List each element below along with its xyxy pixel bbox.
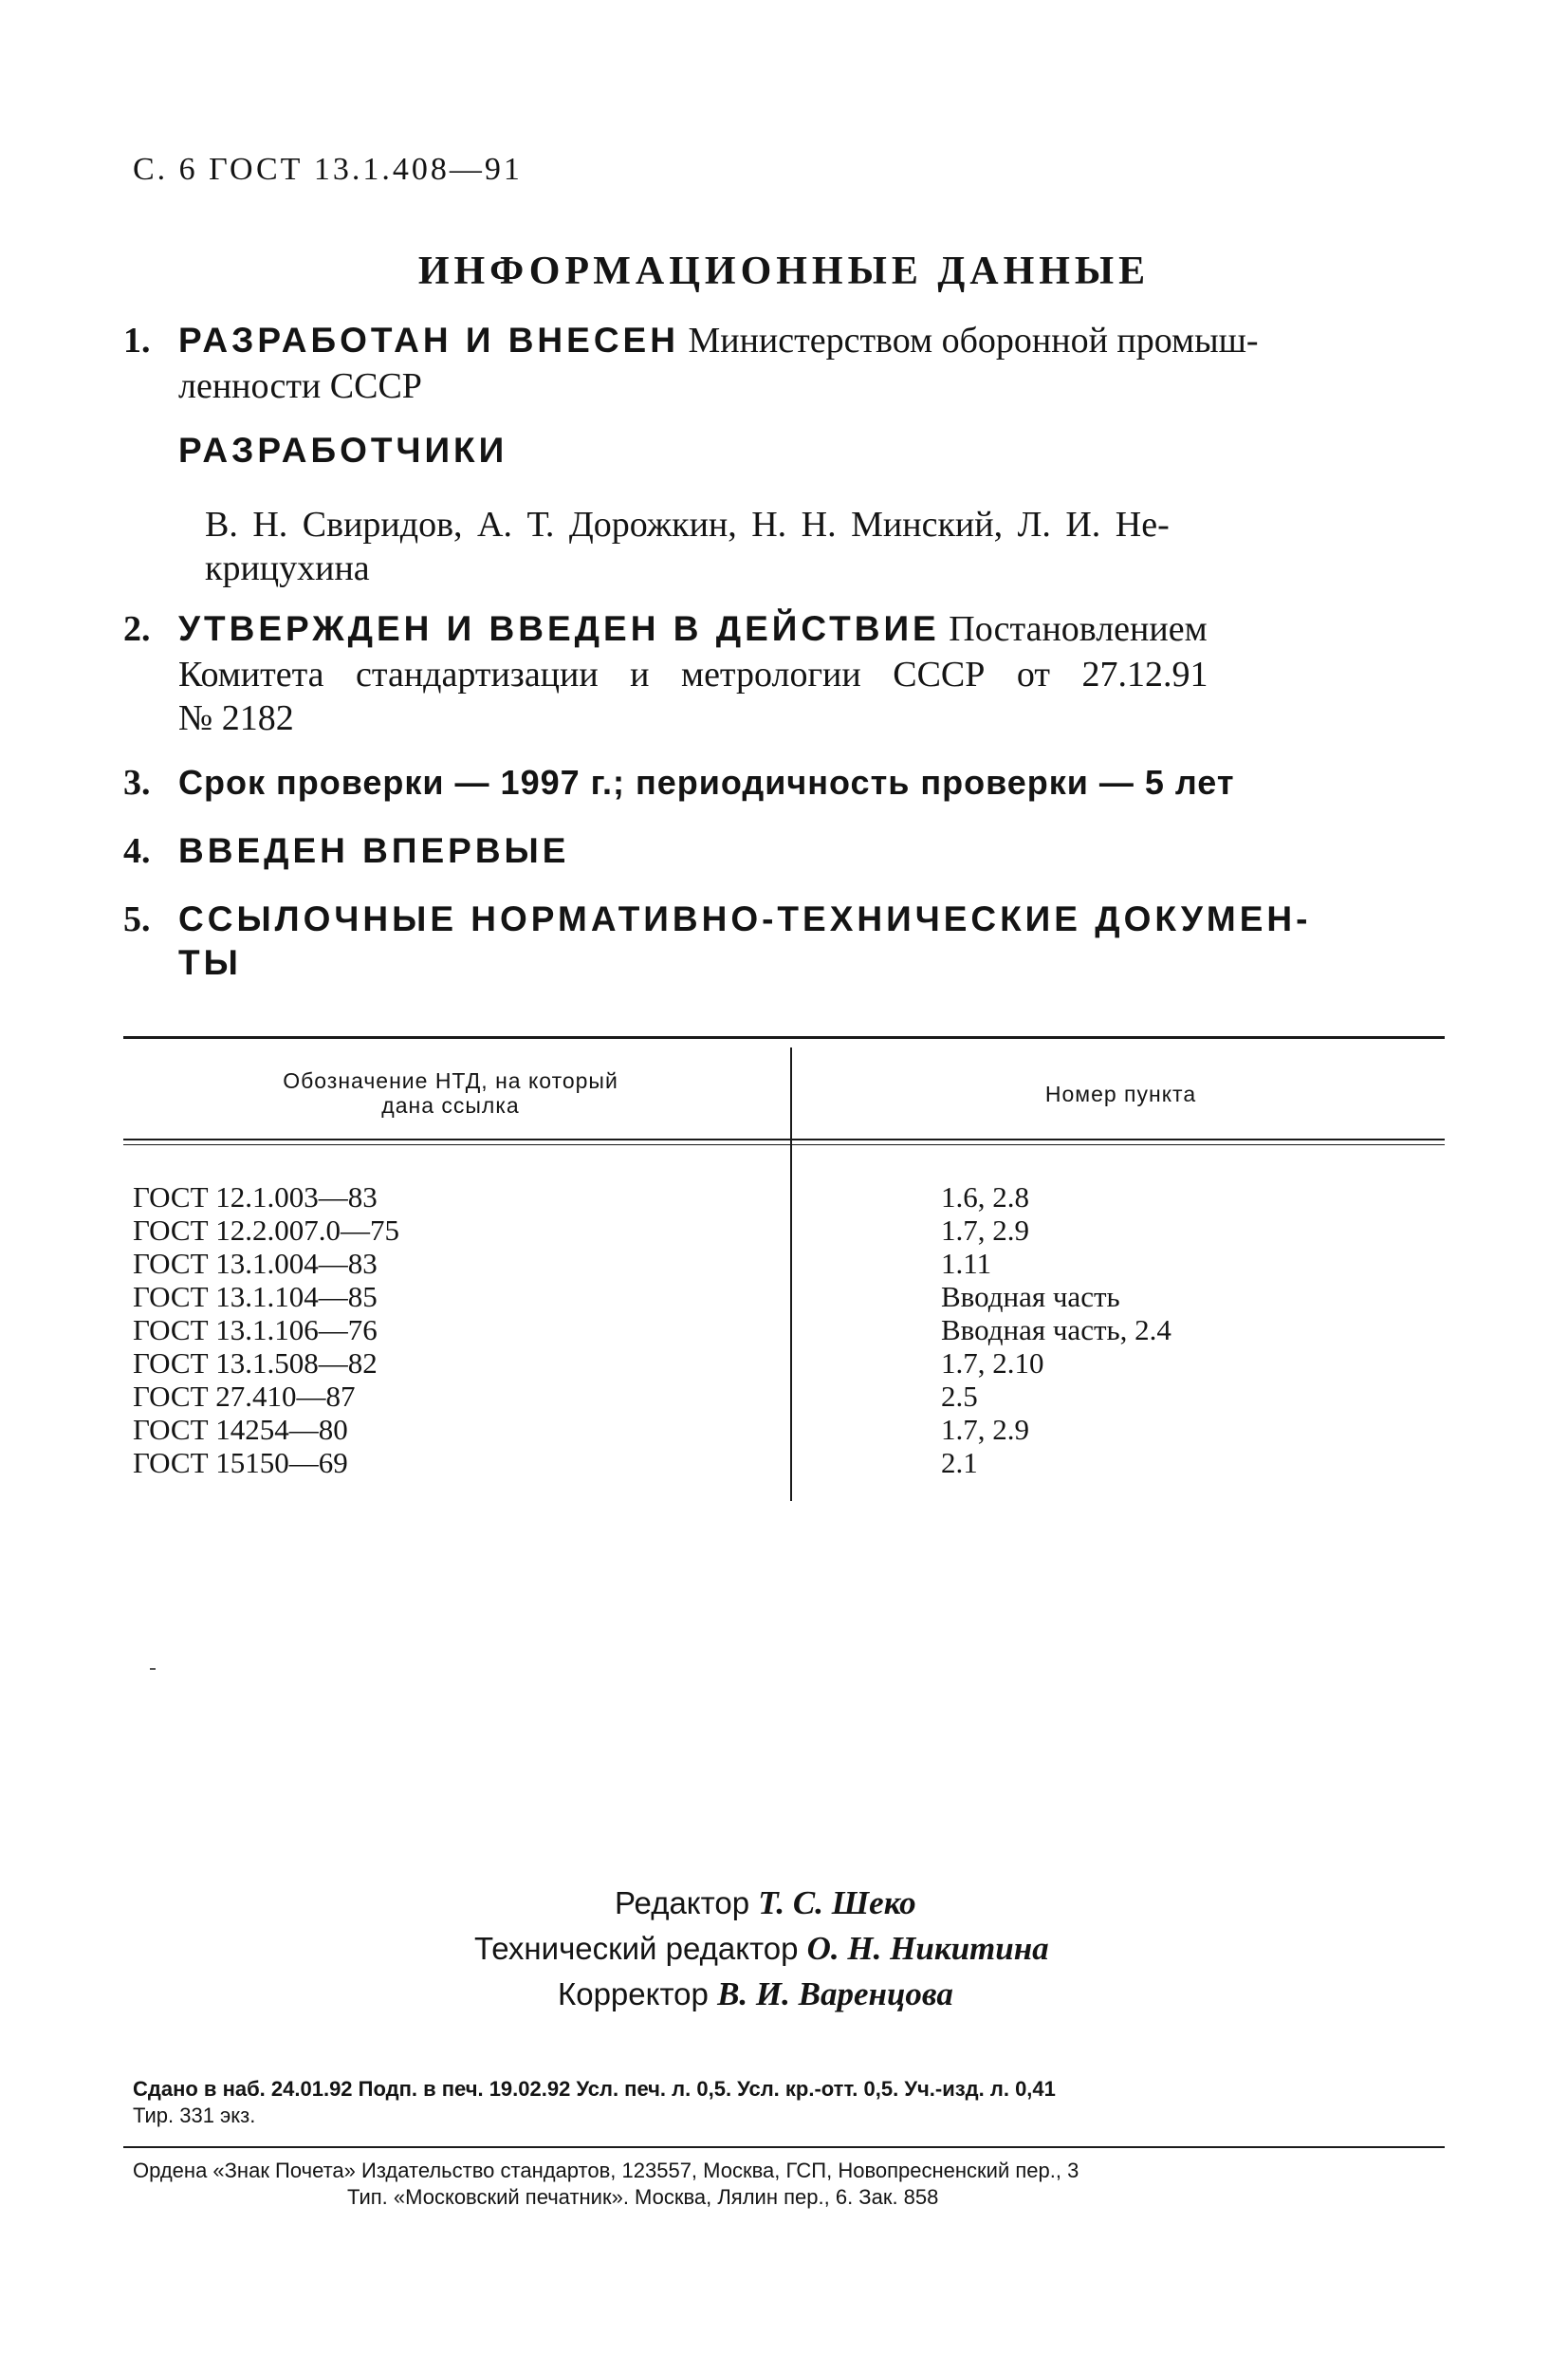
item-1-caps: РАЗРАБОТАН И ВНЕСЕН xyxy=(178,321,679,360)
item-5-number: 5. xyxy=(123,899,151,939)
item-5-caps-cont: ТЫ xyxy=(178,943,242,982)
stray-mark xyxy=(150,1668,156,1670)
table-cell-ref: 1.7, 2.9 xyxy=(941,1214,1029,1247)
credit-editor-label: Редактор xyxy=(615,1885,750,1920)
item-4-caps: ВВЕДЕН ВПЕРВЫЕ xyxy=(178,831,570,870)
item-2-cont2: № 2182 xyxy=(178,698,294,738)
credit-tech-editor xyxy=(474,1930,1049,1968)
table-cell-doc: ГОСТ 14254—80 xyxy=(133,1413,348,1446)
table-cell-ref: Вводная часть xyxy=(941,1280,1120,1313)
table-top-rule xyxy=(123,1036,1445,1039)
developers-names-cont: крицухина xyxy=(205,548,370,588)
table-cell-ref: Вводная часть, 2.4 xyxy=(941,1313,1171,1346)
item-3-number: 3. xyxy=(123,763,151,803)
credit-tech-editor-name: О. Н. Никитина xyxy=(806,1930,1049,1967)
table-ref-column xyxy=(941,1180,1171,1479)
table-cell-doc: ГОСТ 13.1.106—76 xyxy=(133,1313,378,1346)
table-cell-doc: ГОСТ 13.1.104—85 xyxy=(133,1280,378,1313)
item-4 xyxy=(123,829,569,873)
table-header-rule-2 xyxy=(123,1144,1445,1145)
table-cell-ref: 1.6, 2.8 xyxy=(941,1180,1029,1214)
table-header-designation xyxy=(142,1068,759,1118)
item-2-caps: УТВЕРЖДЕН И ВВЕДЕН В ДЕЙСТВИЕ xyxy=(178,609,940,648)
item-1-cont: ленности СССР xyxy=(178,366,422,406)
credit-corrector-name: В. И. Варенцова xyxy=(717,1975,953,2012)
table-cell-doc: ГОСТ 12.1.003—83 xyxy=(133,1180,378,1214)
item-3 xyxy=(123,761,1234,805)
table-column-divider xyxy=(790,1047,792,1501)
imprint-line-4: Тип. «Московский печатник». Москва, Лялин пер., 6. Зак. 858 xyxy=(347,2185,939,2209)
table-doc-column xyxy=(133,1180,399,1479)
developers-names: В. Н. Свиридов, А. Т. Дорожкин, Н. Н. Минский, Л. И. Не- xyxy=(205,505,1170,545)
table-cell-doc: ГОСТ 27.410—87 xyxy=(133,1380,356,1413)
credit-tech-editor-label: Технический редактор xyxy=(474,1931,799,1966)
item-5 xyxy=(123,898,1311,941)
item-1 xyxy=(123,319,1259,362)
item-3-text: Срок проверки — 1997 г.; периодичность проверки — 5 лет xyxy=(178,763,1235,802)
item-2-cont: Комитета стандартизации и метрологии СССР от 27.12.91 xyxy=(178,655,1208,695)
imprint-line-3: Ордена «Знак Почета» Издательство стандартов, 123557, Москва, ГСП, Новопресненский пер., 3 xyxy=(133,2159,1079,2182)
table-cell-doc: ГОСТ 12.2.007.0—75 xyxy=(133,1214,400,1247)
imprint-line-1: Сдано в наб. 24.01.92 Подп. в печ. 19.02.92 Усл. печ. л. 0,5. Усл. кр.-отт. 0,5. Уч.-изд. л. 0,41 xyxy=(133,2077,1056,2101)
page-title: ИНФОРМАЦИОННЫЕ ДАННЫЕ xyxy=(417,250,1151,293)
item-2-text: Постановлением xyxy=(949,609,1208,649)
developers-heading: РАЗРАБОТЧИКИ xyxy=(178,431,508,470)
table-cell-doc: ГОСТ 13.1.508—82 xyxy=(133,1346,378,1380)
item-1-text: Министерством оборонной промыш- xyxy=(688,321,1259,361)
table-cell-ref: 2.5 xyxy=(941,1380,978,1413)
item-5-caps: ССЫЛОЧНЫЕ НОРМАТИВНО-ТЕХНИЧЕСКИЕ ДОКУМЕН- xyxy=(178,899,1312,938)
credit-corrector xyxy=(558,1975,953,2013)
table-header-designation-line1: Обозначение НТД, на который xyxy=(283,1068,618,1093)
table-cell-ref: 2.1 xyxy=(941,1446,978,1479)
item-2 xyxy=(123,607,1208,651)
table-header-rule-1 xyxy=(123,1139,1445,1140)
table-cell-doc: ГОСТ 15150—69 xyxy=(133,1446,348,1479)
item-2-number: 2. xyxy=(123,609,151,649)
page-header: С. 6 ГОСТ 13.1.408—91 xyxy=(133,152,523,187)
table-cell-ref: 1.7, 2.10 xyxy=(941,1346,1044,1380)
imprint-rule xyxy=(123,2146,1445,2148)
credit-editor-name: Т. С. Шеко xyxy=(758,1884,916,1921)
table-header-designation-line2: дана ссылка xyxy=(381,1093,520,1118)
item-4-number: 4. xyxy=(123,831,151,871)
credit-editor xyxy=(615,1884,916,1922)
table-cell-ref: 1.11 xyxy=(941,1247,992,1280)
table-header-clause: Номер пункта xyxy=(1044,1082,1197,1106)
table-cell-doc: ГОСТ 13.1.004—83 xyxy=(133,1247,378,1280)
imprint-line-2: Тир. 331 экз. xyxy=(133,2104,256,2127)
table-cell-ref: 1.7, 2.9 xyxy=(941,1413,1029,1446)
item-1-number: 1. xyxy=(123,321,151,361)
credit-corrector-label: Корректор xyxy=(558,1976,709,2011)
